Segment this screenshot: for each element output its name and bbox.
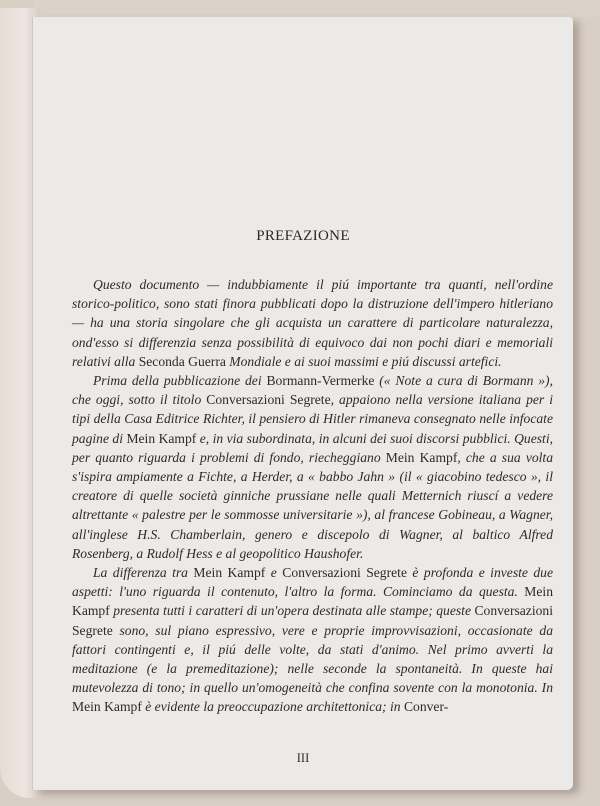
page-number: III (296, 751, 310, 765)
italic-run: presenta tutti i caratteri di un'opera destinata alle stampe; queste (109, 603, 475, 619)
paragraph (72, 563, 553, 717)
roman-run: Mein Kampf (385, 449, 458, 465)
roman-run: Conversazioni Segrete (206, 392, 331, 408)
roman-run: Conversazioni Segrete (72, 603, 553, 638)
book-page (33, 17, 573, 790)
italic-run: Mondiale e ai suoi massimi e piú discussi artefici. (225, 353, 502, 369)
paragraph (72, 275, 553, 371)
italic-run: sono, sul piano espressivo, vere e proprie improvvisazioni, occasionate da fattori contingenti e, il piú delle volte, da stati d'animo. Nel primo avverti la meditazione (e la premeditazione); nelle seconde la spontaneità. In queste hai mutevolezza di tono; in quello un'omogeneità che confina sovente con la monotonia. In (72, 622, 553, 696)
italic-run: La differenza tra (93, 565, 194, 581)
roman-run: Conver- (403, 699, 449, 715)
roman-run: Mein Kampf (193, 565, 266, 581)
roman-run: Conversazioni Segrete (282, 565, 407, 581)
roman-run: Mein Kampf (126, 430, 197, 446)
italic-run: , appaiono nella versione italiana per i tipi della Casa Editrice Richter, il pensiero di Hitler rimaneva consegnato nelle infocate pagine di (72, 392, 553, 446)
roman-run: Mein Kampf (72, 584, 553, 619)
roman-run: Seconda Guerra (138, 353, 226, 369)
roman-run: Bormann-Vermerke (266, 373, 375, 389)
italic-run: e (265, 565, 283, 581)
italic-run: Questo documento — indubbiamente il piú importante tra quanti, nell'ordine storico-politico, sono stati finora pubblicati dopo la distruzione dell'impero hitleriano — ha una storia singolare che gli acquista un carattere di particolare naturalezza, ond'esso si differenzia senza possibilità di equivoco dai non pochi diari e memoriali relativi alla (72, 277, 553, 369)
page-title: PREFAZIONE (256, 228, 350, 244)
italic-run: e, in via subordinata, in alcuni dei suoi discorsi pubblici. Questi, per quanto riguarda i problemi di fondo, riecheggiano (72, 430, 553, 465)
italic-run: , che a sua volta s'ispira ampiamente a Fichte, a Herder, a « babbo Jahn » (il « giacobino tedesco », il creatore di quelle società ginniche prussiane nelle quali Metternich riuscí a vedere altrettante « palestre per le sommosse universitarie »), al francese Gobineau, a Wagner, all'inglese H.S. Chamberlain, genero e discepolo di Wagner, al baltico Alfred Rosenberg, a Rudolf Hess e al geopolitico Haushofer. (72, 449, 554, 561)
roman-run: Mein Kampf (72, 699, 142, 715)
body-text (72, 275, 553, 717)
paragraph (72, 371, 553, 563)
italic-run: Prima della pubblicazione dei (93, 373, 267, 389)
italic-run: è profonda e investe due aspetti: l'uno riguarda il contenuto, l'altro la forma. Cominciamo da questa. (72, 565, 553, 600)
italic-run: è evidente la preoccupazione architettonica; in (141, 699, 404, 715)
italic-run: (« Note a cura di Bormann »), che oggi, sotto il titolo (72, 373, 553, 408)
background-surface (33, 0, 600, 17)
